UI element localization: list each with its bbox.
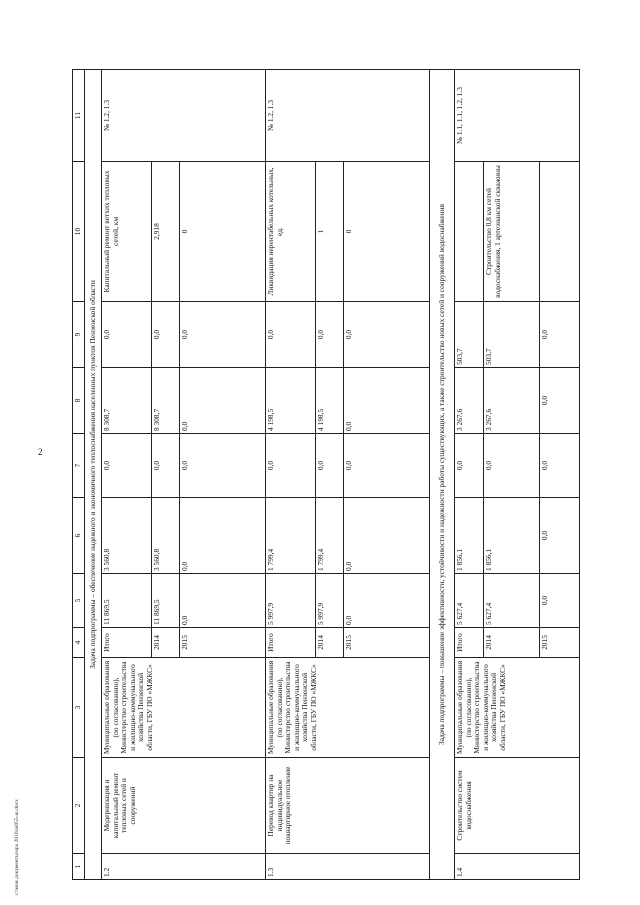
period-label: 2014: [484, 628, 540, 658]
value-regional: 1 799,4: [266, 498, 316, 574]
value-regional: 3 560,8: [102, 498, 152, 574]
period-label: Итого: [102, 628, 152, 658]
header-col-10: 10: [73, 162, 85, 302]
value-extra: 0,0: [266, 302, 316, 368]
header-col-7: 7: [73, 434, 85, 498]
value-local: 4 198,5: [315, 368, 344, 434]
row-number: 1.2: [102, 854, 266, 880]
value-federal: 0,0: [151, 434, 180, 498]
reference: № 1.2, 1.3: [266, 70, 430, 162]
period-label: 2014: [315, 628, 344, 658]
row-number: 1.4: [455, 854, 580, 880]
indicator-2015: 0: [180, 162, 266, 302]
indicator-2014: Строительство 0,8 км сетей водоснабжения, 1 артезианской скважины: [484, 162, 540, 302]
value-federal: 0,0: [344, 434, 430, 498]
value-total: 0,0: [344, 574, 430, 628]
task-water: Задача подпрограммы – повышение эффективности, устойчивости и надежности работы существующих, а также строительство новых сетей и сооружений водоснабжения: [430, 70, 455, 880]
executors: Муниципальные образования (по согласованию), Министерство строительства и жилищно-коммунального хозяйства Пензенской области, ГБУ ПО «МЖКС»: [455, 658, 580, 758]
value-local: 0,0: [180, 368, 266, 434]
table-row-1-2-total: [102, 70, 152, 880]
value-regional: 1 856,1: [455, 498, 484, 574]
value-local: 3 267,6: [484, 368, 540, 434]
value-federal: 0,0: [315, 434, 344, 498]
value-local: 3 267,6: [455, 368, 484, 434]
value-extra: 0,0: [315, 302, 344, 368]
header-col-1: 1: [73, 854, 85, 880]
value-federal: 0,0: [540, 434, 580, 498]
table-row-1-3-total: [266, 70, 316, 880]
program-table: [72, 69, 580, 880]
measure-name: Модернизация и капитальный ремонт тепловых сетей и сооружений: [102, 758, 266, 854]
value-regional: 0,0: [344, 498, 430, 574]
value-local: 8 308,7: [102, 368, 152, 434]
value-extra: 503,7: [455, 302, 484, 368]
value-regional: 1 799,4: [315, 498, 344, 574]
reference: № 1.1, 1.1, 1.2, 1.3: [455, 70, 580, 162]
value-extra: 0,0: [151, 302, 180, 368]
value-total: 11 869,5: [151, 574, 180, 628]
value-federal: 0,0: [484, 434, 540, 498]
indicator-2015: 0: [344, 162, 430, 302]
header-col-3: 3: [73, 658, 85, 758]
executors: Муниципальные образования (по согласованию), Министерство строительства и жилищно-коммунального хозяйства Пензенской области, ГБУ ПО «МЖКС»: [266, 658, 430, 758]
period-label: 2015: [540, 628, 580, 658]
executors: Муниципальные образования (по согласованию), Министерство строительства и жилищно-коммунального хозяйства Пензенской области, ГБУ ПО «МЖКС»: [102, 658, 266, 758]
header-col-11: 11: [73, 70, 85, 162]
header-col-5: 5: [73, 574, 85, 628]
value-extra: 0,0: [180, 302, 266, 368]
task-heating: Задача подпрограммы – обеспечение надежного и экономичного теплоснабжения населенных пунктов Пензенской области: [85, 70, 102, 880]
value-extra: 0,0: [102, 302, 152, 368]
reference: № 1.2, 1.3: [102, 70, 266, 162]
value-extra: 503,7: [484, 302, 540, 368]
value-regional: 3 560,8: [151, 498, 180, 574]
value-total: 5 627,4: [455, 574, 484, 628]
task-row-water: [430, 70, 455, 880]
indicator-blank: [455, 162, 484, 302]
value-federal: 0,0: [180, 434, 266, 498]
value-regional: 0,0: [540, 498, 580, 574]
value-total: 5 627,4: [484, 574, 540, 628]
value-regional: 0,0: [180, 498, 266, 574]
period-label: 2015: [344, 628, 430, 658]
value-regional: 1 856,1: [484, 498, 540, 574]
value-local: 4 198,5: [266, 368, 316, 434]
row-number: 1.3: [266, 854, 430, 880]
value-total: 11 869,5: [102, 574, 152, 628]
page-number: 2: [38, 447, 43, 457]
value-federal: 0,0: [266, 434, 316, 498]
value-federal: 0,0: [102, 434, 152, 498]
value-local: 8 308,7: [151, 368, 180, 434]
header-col-4: 4: [73, 628, 85, 658]
indicator-2014: 1: [315, 162, 344, 302]
value-extra: 0,0: [344, 302, 430, 368]
value-total: 0,0: [540, 574, 580, 628]
period-label: Итого: [455, 628, 484, 658]
table-row-1-4-total: [455, 70, 484, 880]
header-col-2: 2: [73, 758, 85, 854]
period-label: 2015: [180, 628, 266, 658]
period-label: Итого: [266, 628, 316, 658]
value-total: 5 997,9: [315, 574, 344, 628]
value-extra: 0,0: [540, 302, 580, 368]
rotated-table-container: [72, 70, 580, 880]
value-local: 0,0: [540, 368, 580, 434]
period-label: 2014: [151, 628, 180, 658]
task-row-heating: [85, 70, 102, 880]
value-federal: 0,0: [455, 434, 484, 498]
value-total: 0,0: [180, 574, 266, 628]
footer-file-path: c:\мои документы\ора 2016\ш055-ш.docx: [14, 799, 20, 895]
indicator-name: Капитальный ремонт ветхих тепловых сетей, км: [102, 162, 152, 302]
indicator-2014: 2,918: [151, 162, 180, 302]
measure-name: Строительство систем водоснабжения: [455, 758, 580, 854]
value-total: 5 997,9: [266, 574, 316, 628]
header-col-9: 9: [73, 302, 85, 368]
header-col-8: 8: [73, 368, 85, 434]
measure-name: Перевод квартир на индивидуальное поквартирное отопление: [266, 758, 430, 854]
header-col-6: 6: [73, 498, 85, 574]
indicator-blank: [540, 162, 580, 302]
value-local: 0,0: [344, 368, 430, 434]
header-row: [73, 70, 85, 880]
indicator-name: Ликвидация нерентабельных котельных, ед.: [266, 162, 316, 302]
